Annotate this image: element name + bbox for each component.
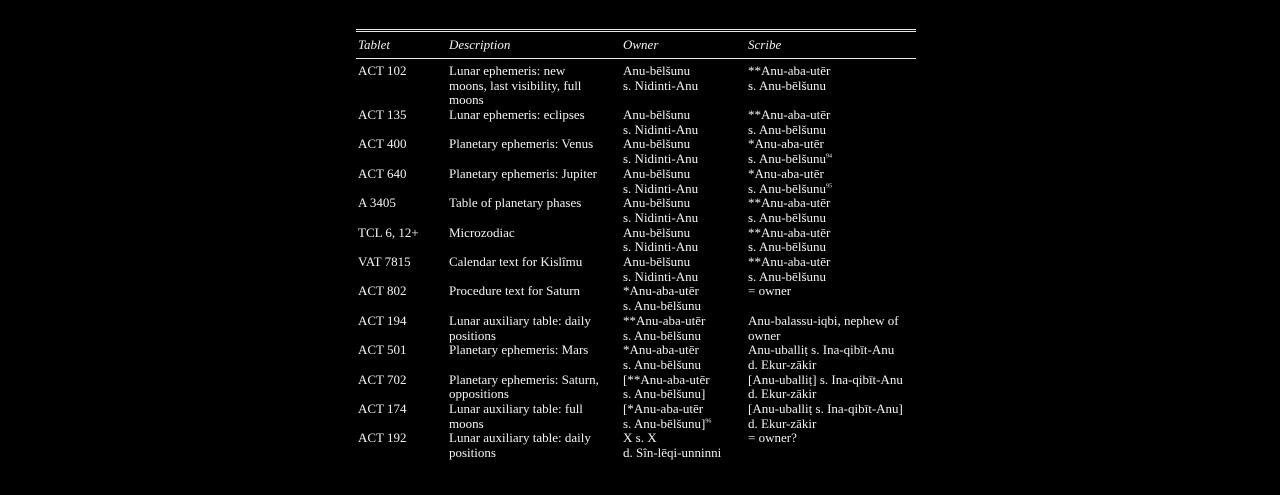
- table-row: [0, 196, 1280, 225]
- cell-tablet: [358, 64, 407, 79]
- cell-description-line: Planetary ephemeris: Venus: [449, 136, 594, 152]
- table-row: [0, 373, 1280, 402]
- cell-owner: [623, 167, 698, 196]
- cell-owner: [623, 314, 705, 343]
- cell-scribe-line: **Anu-aba-utēr: [748, 195, 831, 211]
- cell-description-line: Lunar ephemeris: eclipses: [449, 107, 585, 123]
- cell-description: [449, 196, 581, 211]
- cell-tablet-line: ACT 102: [358, 63, 407, 78]
- cell-scribe: [748, 167, 832, 196]
- cell-tablet: [358, 431, 407, 446]
- cell-description-line: moons: [449, 92, 484, 108]
- table-header: [0, 37, 1280, 53]
- cell-tablet-line: ACT 640: [358, 165, 407, 181]
- cell-owner: [623, 64, 698, 93]
- cell-scribe-line: d. Ekur-zākir: [748, 356, 817, 372]
- cell-description-line: Planetary ephemeris: Saturn,: [449, 371, 599, 387]
- cell-description-line: Planetary ephemeris: Jupiter: [449, 165, 598, 181]
- cell-tablet-line: ACT 501: [358, 342, 407, 358]
- cell-owner-line: s. Anu-bēlšunu: [623, 298, 701, 314]
- cell-scribe-line: = owner?: [748, 430, 797, 446]
- cell-description: [449, 284, 580, 299]
- cell-scribe: [748, 284, 791, 299]
- table-row: [0, 167, 1280, 196]
- cell-owner-line: X s. X: [623, 430, 657, 446]
- cell-owner-line: s. Nidinti-Anu: [623, 77, 699, 93]
- cell-owner-line: Anu-bēlšunu: [623, 63, 691, 78]
- cell-owner: [623, 137, 698, 166]
- cell-owner-line: s. Nidinti-Anu: [623, 180, 699, 196]
- header-description: Description: [449, 37, 511, 52]
- cell-tablet-line: ACT 194: [358, 312, 407, 328]
- cell-scribe-line: s. Anu-bēlšunu$^{94}$: [748, 151, 832, 167]
- cell-tablet: [358, 255, 411, 270]
- cell-owner: [623, 226, 698, 255]
- cell-tablet-line: ACT 802: [358, 283, 407, 299]
- cell-owner: [623, 343, 701, 372]
- cell-description: [449, 343, 588, 358]
- cell-description: [449, 255, 582, 270]
- cell-scribe: [748, 373, 903, 402]
- footnote-marker: 94: [826, 153, 832, 160]
- cell-description: [449, 226, 515, 241]
- cell-owner-line: s. Nidinti-Anu: [623, 268, 699, 284]
- cell-description-line: moons: [449, 415, 484, 431]
- cell-scribe: [748, 226, 830, 255]
- cell-tablet-line: ACT 135: [358, 107, 407, 123]
- cell-description: [449, 137, 593, 152]
- cell-description-line: Lunar auxiliary table: daily: [449, 312, 591, 328]
- cell-owner-line: *Anu-aba-utēr: [623, 342, 699, 358]
- cell-scribe-line: *Anu-aba-utēr: [748, 136, 824, 152]
- cell-scribe-line: = owner: [748, 283, 792, 299]
- cell-description-line: Table of planetary phases: [449, 195, 582, 211]
- cell-owner-line: Anu-bēlšunu: [623, 254, 691, 270]
- table-top-rule: [356, 29, 916, 30]
- cell-owner-line: s. Nidinti-Anu: [623, 239, 699, 255]
- cell-description: [449, 64, 581, 108]
- cell-owner-line: s. Nidinti-Anu: [623, 151, 699, 167]
- cell-scribe-line: [Anu-uballiṭ] s. Ina-qibīt-Anu: [748, 371, 903, 387]
- cell-owner-line: [**Anu-aba-utēr: [623, 371, 710, 387]
- cell-scribe: [748, 314, 899, 343]
- cell-scribe-line: s. Anu-bēlšunu: [748, 268, 826, 284]
- table-row: [0, 431, 1280, 460]
- cell-owner: [623, 431, 721, 460]
- cell-owner-line: *Anu-aba-utēr: [623, 283, 699, 299]
- cell-description: [449, 108, 585, 123]
- cell-scribe-line: *Anu-aba-utēr: [748, 165, 824, 181]
- cell-scribe: [748, 402, 903, 431]
- cell-scribe-line: owner: [748, 327, 781, 343]
- cell-scribe: [748, 108, 830, 137]
- cell-owner-line: s. Nidinti-Anu: [623, 209, 699, 225]
- header-owner: Owner: [623, 37, 659, 52]
- table-row: [0, 64, 1280, 108]
- table-row: [0, 314, 1280, 343]
- cell-scribe-line: [Anu-uballiṭ s. Ina-qibīt-Anu]: [748, 401, 903, 416]
- cell-scribe: [748, 255, 830, 284]
- cell-tablet: [358, 226, 419, 241]
- cell-owner: [623, 402, 711, 431]
- cell-description-line: oppositions: [449, 386, 509, 402]
- cell-tablet-line: ACT 192: [358, 430, 407, 446]
- cell-tablet: [358, 314, 407, 329]
- header-rule: [356, 58, 916, 59]
- cell-scribe-line: **Anu-aba-utēr: [748, 63, 831, 78]
- cell-owner-line: Anu-bēlšunu: [623, 107, 691, 123]
- cell-scribe-line: s. Anu-bēlšunu: [748, 121, 826, 137]
- cell-owner-line: d. Sîn-lēqi-unninni: [623, 445, 722, 461]
- cell-scribe-line: **Anu-aba-utēr: [748, 224, 831, 240]
- cell-owner-line: Anu-bēlšunu: [623, 136, 691, 152]
- cell-tablet-line: ACT 400: [358, 136, 407, 152]
- cell-description-line: Lunar ephemeris: new: [449, 63, 566, 78]
- cell-description-line: positions: [449, 327, 496, 343]
- cell-description-line: Planetary ephemeris: Mars: [449, 342, 589, 358]
- cell-description-line: Microzodiac: [449, 224, 515, 240]
- table-row: [0, 255, 1280, 284]
- table-row: [0, 108, 1280, 137]
- cell-tablet: [358, 373, 407, 388]
- table-row: [0, 137, 1280, 166]
- cell-owner: [623, 108, 698, 137]
- cell-tablet-line: A 3405: [358, 195, 396, 211]
- cell-owner: [623, 196, 698, 225]
- cell-description-line: Procedure text for Saturn: [449, 283, 581, 299]
- cell-scribe: [748, 196, 830, 225]
- cell-description-line: Lunar auxiliary table: full: [449, 401, 583, 416]
- footnote-marker: 96: [705, 418, 712, 425]
- table-body: [0, 64, 1280, 461]
- cell-tablet: [358, 196, 396, 211]
- header-scribe: Scribe: [748, 37, 782, 52]
- cell-owner: [623, 373, 710, 402]
- cell-owner-line: Anu-bēlšunu: [623, 224, 691, 240]
- cell-owner-line: **Anu-aba-utēr: [623, 312, 706, 328]
- cell-owner-line: s. Anu-bēlšunu: [623, 327, 701, 343]
- cell-tablet: [358, 108, 407, 123]
- cell-scribe-line: s. Anu-bēlšunu: [748, 77, 826, 93]
- table-row: [0, 226, 1280, 255]
- cell-scribe: [748, 431, 797, 446]
- cell-description-line: Calendar text for Kislîmu: [449, 254, 583, 270]
- cell-owner-line: s. Anu-bēlšunu]: [623, 386, 706, 402]
- cell-tablet: [358, 167, 407, 182]
- cell-scribe-line: s. Anu-bēlšunu: [748, 209, 826, 225]
- cell-tablet: [358, 402, 407, 417]
- cell-description: [449, 314, 591, 343]
- cell-scribe: [748, 343, 894, 372]
- footnote-marker: 95: [826, 183, 832, 190]
- cell-description-line: moons, last visibility, full: [449, 77, 582, 93]
- cell-scribe-line: **Anu-aba-utēr: [748, 254, 831, 270]
- cell-description: [449, 167, 597, 182]
- cell-tablet-line: ACT 702: [358, 371, 407, 387]
- cell-description-line: Lunar auxiliary table: daily: [449, 430, 591, 446]
- table-row: [0, 343, 1280, 372]
- cell-scribe: [748, 137, 832, 166]
- cell-description: [449, 373, 599, 402]
- cell-scribe-line: d. Ekur-zākir: [748, 415, 817, 431]
- table-top-rule-inner: [356, 31, 916, 32]
- cell-description-line: positions: [449, 445, 496, 461]
- cell-owner-line: s. Nidinti-Anu: [623, 121, 699, 137]
- cell-owner-line: s. Anu-bēlšunu: [623, 356, 701, 372]
- cell-tablet: [358, 343, 407, 358]
- cell-description: [449, 402, 583, 431]
- cell-owner: [623, 255, 698, 284]
- cell-scribe: [748, 64, 830, 93]
- cell-scribe-line: s. Anu-bēlšunu: [748, 239, 826, 255]
- cell-scribe-line: Anu-balassu-iqbi, nephew of: [748, 312, 899, 328]
- cell-scribe-line: **Anu-aba-utēr: [748, 107, 831, 123]
- header-tablet: Tablet: [358, 37, 391, 52]
- cell-tablet: [358, 137, 407, 152]
- cell-owner-line: s. Anu-bēlšunu]$^{96}$: [623, 415, 712, 431]
- cell-owner: [623, 284, 701, 313]
- cell-owner-line: Anu-bēlšunu: [623, 195, 691, 211]
- cell-description: [449, 431, 591, 460]
- cell-tablet-line: VAT 7815: [358, 254, 411, 270]
- cell-tablet-line: ACT 174: [358, 401, 407, 416]
- cell-owner-line: Anu-bēlšunu: [623, 165, 691, 181]
- table-row: [0, 284, 1280, 313]
- cell-tablet-line: TCL 6, 12+: [358, 224, 419, 240]
- table-row: [0, 402, 1280, 431]
- cell-scribe-line: d. Ekur-zākir: [748, 386, 817, 402]
- cell-scribe-line: s. Anu-bēlšunu$^{95}$: [748, 180, 832, 196]
- cell-tablet: [358, 284, 407, 299]
- cell-owner-line: [*Anu-aba-utēr: [623, 401, 704, 416]
- cell-scribe-line: Anu-uballiṭ s. Ina-qibīt-Anu: [748, 342, 895, 358]
